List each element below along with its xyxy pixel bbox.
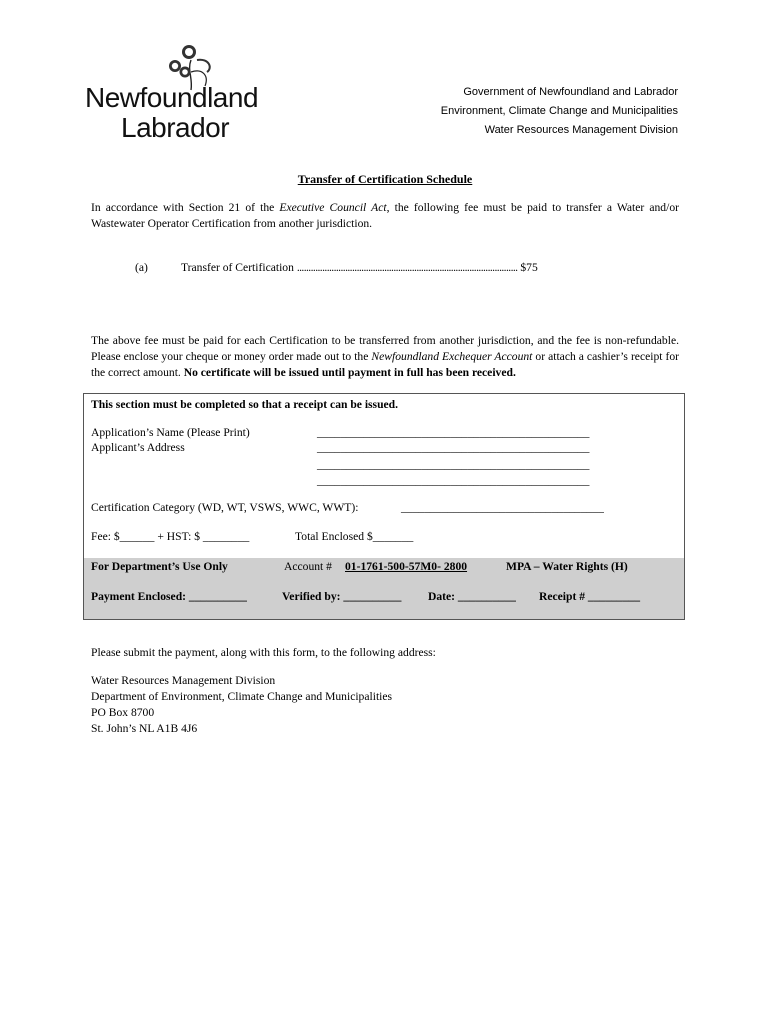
intro-text-pre: In accordance with Section 21 of the (91, 201, 280, 214)
notice-text-mid: or attach a cashier’s receipt for the correct amount. (91, 350, 680, 379)
category-field[interactable]: ___________________________________ (401, 501, 604, 514)
address-line: PO Box 8700 (91, 706, 155, 719)
fee-item-line (181, 261, 538, 274)
applicant-address-field-3[interactable]: _______________________________________________ (317, 474, 590, 487)
applicant-name-label: Application’s Name (Please Print) (91, 426, 250, 439)
address-line: Department of Environment, Climate Change and Municipalities (91, 690, 393, 703)
applicant-address-label: Applicant’s Address (91, 441, 185, 454)
account-label: Account # (284, 560, 332, 573)
header-division: Water Resources Management Division (484, 124, 678, 136)
fee-item-marker: (a) (135, 261, 148, 274)
intro-act-name: Executive Council Act (279, 201, 387, 214)
date-field[interactable]: Date: __________ (428, 590, 516, 603)
address-line: St. John’s NL A1B 4J6 (91, 722, 198, 735)
submit-instructions: Please submit the payment, along with this form, to the following address: (91, 646, 436, 659)
address-line: Water Resources Management Division (91, 674, 276, 687)
fee-item-label: Transfer of Certification (181, 261, 294, 274)
category-label: Certification Category (WD, WT, VSWS, WWC, WWT): (91, 501, 359, 514)
form-heading: This section must be completed so that a receipt can be issued. (91, 398, 399, 411)
receipt-form-box (83, 393, 685, 620)
logo-wordmark-newfoundland: Newfoundland (85, 82, 259, 113)
government-logo (85, 42, 285, 147)
applicant-address-field-2[interactable]: _______________________________________________ (317, 458, 590, 471)
payment-enclosed-field[interactable]: Payment Enclosed: __________ (91, 590, 247, 603)
logo-wordmark-labrador: Labrador (121, 112, 230, 143)
notice-text-pre: The above fee must be paid for each Certification to be transferred from another jurisdiction, and the fee is non-refundable. Please enclose your cheque or money order made out to the (91, 334, 679, 363)
intro-text-post: , the following fee must be paid to transfer a Water and/or Wastewater Operator Certification from another jurisdiction. (91, 201, 679, 230)
notice-paragraph (91, 333, 679, 381)
mailing-address (91, 673, 392, 737)
document-title: Transfer of Certification Schedule (297, 172, 473, 186)
receipt-number-field[interactable]: Receipt # _________ (539, 590, 641, 603)
applicant-name-field[interactable]: _______________________________________________ (317, 426, 590, 439)
fee-hst-fields[interactable]: Fee: $______ + HST: $ ________ (91, 530, 250, 543)
notice-warning: No certificate will be issued until payment in full has been received. (183, 366, 516, 379)
notice-account-name: Newfoundland Exchequer Account (371, 350, 533, 363)
total-enclosed-field[interactable]: Total Enclosed $_______ (295, 530, 414, 543)
intro-paragraph (91, 200, 679, 232)
department-use-label: For Department’s Use Only (91, 560, 228, 573)
header-department: Environment, Climate Change and Municipalities (440, 105, 678, 117)
applicant-address-field-1[interactable]: _______________________________________________ (317, 441, 590, 454)
fee-item-leader: ................................................................................................ (296, 261, 518, 274)
fee-item-amount: $75 (520, 261, 538, 274)
verified-by-field[interactable]: Verified by: __________ (282, 590, 402, 603)
account-number: 01-1761-500-57M0- 2800 (345, 560, 468, 573)
mpa-water-rights: MPA – Water Rights (H) (506, 560, 628, 573)
header-government: Government of Newfoundland and Labrador (463, 86, 678, 98)
